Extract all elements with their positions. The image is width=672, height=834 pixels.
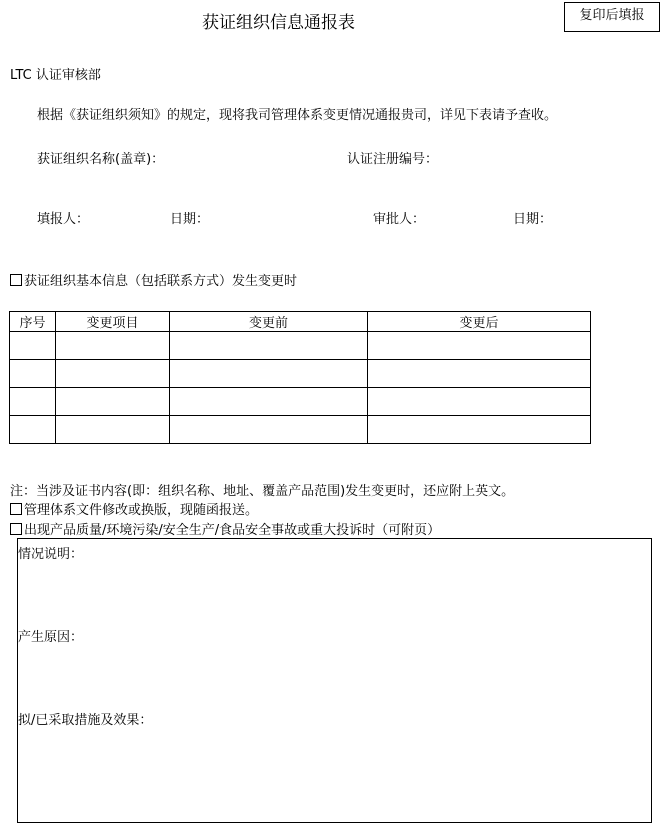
basic-info-option[interactable] xyxy=(10,270,297,289)
changes-table xyxy=(9,311,591,444)
table-cell[interactable] xyxy=(170,332,368,360)
checkbox-icon[interactable] xyxy=(10,523,22,535)
table-row xyxy=(10,360,591,388)
cause-label: 产生原因： xyxy=(18,630,84,645)
page-title: 获证组织信息通报表 xyxy=(202,13,355,33)
table-cell[interactable] xyxy=(170,416,368,444)
header-before: 变更前 xyxy=(170,312,368,332)
table-cell[interactable] xyxy=(10,332,56,360)
department-label: LTC 认证审核部 xyxy=(10,68,101,83)
basic-info-option-label: 获证组织基本信息（包括联系方式）发生变更时 xyxy=(24,274,298,289)
incident-details-box[interactable] xyxy=(17,538,652,823)
header-item: 变更项目 xyxy=(56,312,170,332)
approve-date-label: 日期： xyxy=(513,212,553,227)
table-cell[interactable] xyxy=(10,416,56,444)
table-cell[interactable] xyxy=(56,416,170,444)
table-cell[interactable] xyxy=(56,332,170,360)
header-after: 变更后 xyxy=(368,312,591,332)
note-text: 注：当涉及证书内容(即：组织名称、地址、覆盖产品范围)发生变更时，还应附上英文。 xyxy=(10,484,515,499)
situation-label: 情况说明： xyxy=(18,547,84,562)
org-name-label: 获证组织名称(盖章)： xyxy=(37,152,165,167)
table-cell[interactable] xyxy=(368,360,591,388)
fill-date-label: 日期： xyxy=(170,212,210,227)
table-row xyxy=(10,332,591,360)
approver-label: 审批人： xyxy=(373,212,426,227)
filler-label: 填报人： xyxy=(37,212,90,227)
table-row xyxy=(10,416,591,444)
table-cell[interactable] xyxy=(170,388,368,416)
table-cell[interactable] xyxy=(56,388,170,416)
table-cell[interactable] xyxy=(56,360,170,388)
table-cell[interactable] xyxy=(10,360,56,388)
header-seq: 序号 xyxy=(10,312,56,332)
reg-no-label: 认证注册编号： xyxy=(347,152,439,167)
incident-option[interactable] xyxy=(10,519,440,538)
table-cell[interactable] xyxy=(170,360,368,388)
checkbox-icon[interactable] xyxy=(10,274,22,286)
table-row xyxy=(10,388,591,416)
table-cell[interactable] xyxy=(10,388,56,416)
table-header-row xyxy=(10,312,591,332)
incident-option-label: 出现产品质量/环境污染/安全生产/食品安全事故或重大投诉时（可附页） xyxy=(24,523,441,538)
table-cell[interactable] xyxy=(368,388,591,416)
table-cell[interactable] xyxy=(368,332,591,360)
checkbox-icon[interactable] xyxy=(10,503,22,515)
intro-paragraph: 根据《获证组织须知》的规定，现将我司管理体系变更情况通报贵司，详见下表请予查收。 xyxy=(37,108,558,123)
copy-note-box: 复印后填报 xyxy=(564,2,660,32)
manual-option-label: 管理体系文件修改或换版，现随函报送。 xyxy=(24,503,259,518)
measures-label: 拟/已采取措施及效果： xyxy=(18,713,153,728)
table-cell[interactable] xyxy=(368,416,591,444)
manual-option[interactable] xyxy=(10,499,258,518)
